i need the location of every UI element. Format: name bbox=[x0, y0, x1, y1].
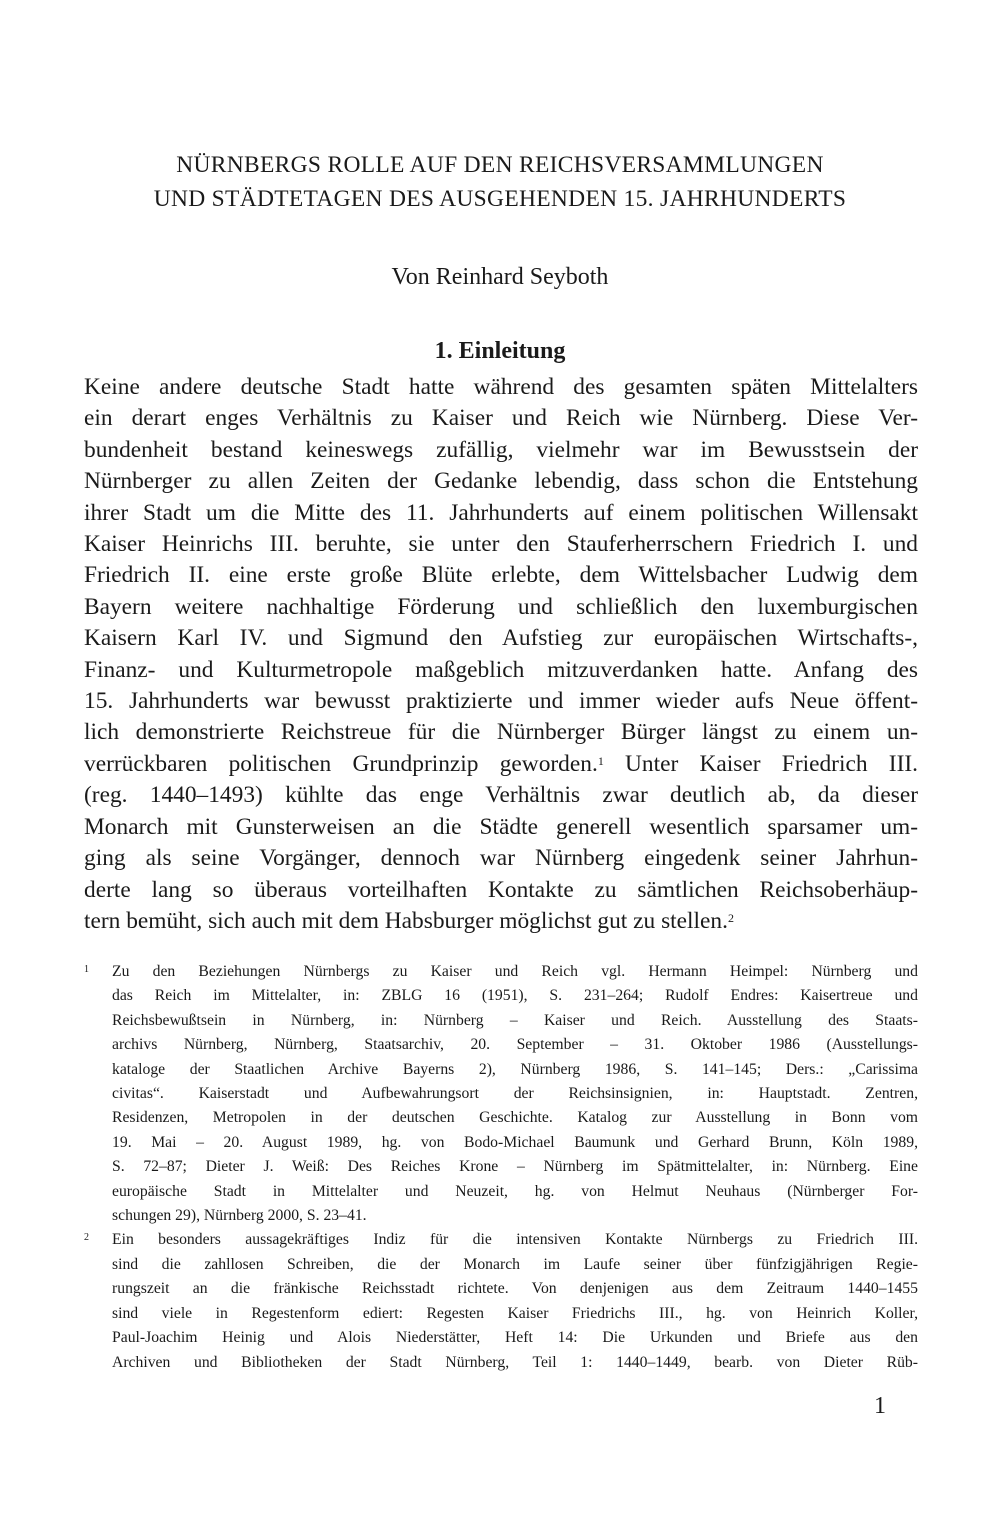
article-title bbox=[80, 148, 920, 216]
body-line: lich demonstrierte Reichstreue für die Nürnberger Bürger längst zu einem un- bbox=[84, 719, 918, 746]
body-line: bundenheit bestand keineswegs zufällig, vielmehr war im Bewusstsein der bbox=[84, 436, 918, 463]
body-line: Nürnberger zu allen Zeiten der Gedanke lebendig, dass schon die Entstehung bbox=[84, 468, 918, 495]
body-line-segment: verrückbaren politischen Grundprinzip geworden. bbox=[84, 750, 598, 777]
footnote-line: das Reich im Mittelalter, in: ZBLG 16 (1951), S. 231–264; Rudolf Endres: Kaisertreue und bbox=[112, 987, 918, 1005]
body-line: (reg. 1440–1493) kühlte das enge Verhältnis zwar deutlich ab, da dieser bbox=[84, 782, 918, 809]
body-line: Monarch mit Gunsterweisen an die Städte generell wesentlich sparsamer um- bbox=[84, 813, 918, 840]
footnote-ref-2[interactable]: 2 bbox=[727, 910, 734, 925]
footnote-mark: 1 bbox=[84, 964, 89, 975]
footnote-line: Paul-Joachim Heinig und Alois Niederstätter, Heft 14: Die Urkunden und Briefe aus den bbox=[112, 1329, 918, 1347]
footnote-line: Archiven und Bibliotheken der Stadt Nürnberg, Teil 1: 1440–1449, bearb. von Dieter Rüb- bbox=[112, 1353, 918, 1371]
footnote-line: Zu den Beziehungen Nürnbergs zu Kaiser und Reich vgl. Hermann Heimpel: Nürnberg und bbox=[112, 963, 918, 980]
footnote-line: Residenzen, Metropolen in der deutschen Geschichte. Katalog zur Ausstellung in Bonn vom bbox=[112, 1109, 918, 1127]
body-line: ihrer Stadt um die Mitte des 11. Jahrhunderts auf einem politischen Willensakt bbox=[84, 499, 918, 526]
body-line: derte lang so überaus vorteilhaften Kontakte zu sämtlichen Reichsoberhäup- bbox=[84, 876, 918, 903]
footnote-ref-1[interactable]: 1 bbox=[597, 753, 604, 768]
body-line-with-note-ref bbox=[84, 749, 918, 780]
footnote-2 bbox=[84, 1228, 918, 1374]
article-title-line-1: NÜRNBERGS ROLLE AUF DEN REICHSVERSAMMLUNGEN bbox=[176, 152, 824, 178]
article-title-line-2: UND STÄDTETAGEN DES AUSGEHENDEN 15. JAHRHUNDERTS bbox=[153, 186, 847, 212]
footnote-1 bbox=[84, 960, 918, 1228]
footnote-line: archivs Nürnberg, Nürnberg, Staatsarchiv, 20. September – 31. Oktober 1986 (Ausstellungs- bbox=[112, 1036, 918, 1054]
footnote-line: Ein besonders aussagekräftiges Indiz für die intensiven Kontakte Nürnbergs zu Friedrich III. bbox=[112, 1231, 918, 1249]
footnote-line: civitas“. Kaiserstadt und Aufbewahrungsort der Reichsinsignien, in: Hauptstadt. Zentren, bbox=[112, 1085, 918, 1103]
body-line: Bayern weitere nachhaltige Förderung und schließlich den luxemburgischen bbox=[84, 593, 918, 620]
footnote-line: europäische Stadt in Mittelalter und Neuzeit, hg. von Helmut Neuhaus (Nürnberger For- bbox=[112, 1182, 918, 1200]
footnote-line: kataloge der Staatlichen Archive Bayerns 2), Nürnberg 1986, S. 141–145; Ders.: „Carissima bbox=[112, 1060, 918, 1078]
footnote-line: sind viele in Regestenform ediert: Regesten Kaiser Friedrichs III., hg. von Heinrich Koller, bbox=[112, 1304, 918, 1322]
footnote-mark: 2 bbox=[84, 1232, 89, 1244]
body-line-with-note-ref bbox=[84, 906, 918, 937]
section-heading: 1. Einleitung bbox=[434, 338, 566, 364]
author-byline: Von Reinhard Seyboth bbox=[391, 264, 609, 290]
footnote-line: schungen 29), Nürnberg 2000, S. 23–41. bbox=[112, 1207, 367, 1225]
body-line: Kaisern Karl IV. und Sigmund den Aufstieg zur europäischen Wirtschafts-, bbox=[84, 625, 918, 652]
body-line: ein derart enges Verhältnis zu Kaiser und Reich wie Nürnberg. Diese Ver- bbox=[84, 405, 918, 432]
footnote-line: Reichsbewußtsein in Nürnberg, in: Nürnberg – Kaiser und Reich. Ausstellung des Staats- bbox=[112, 1011, 918, 1029]
footnote-line: rungszeit an die fränkische Reichsstadt richtete. Von denjenigen aus dem Zeitraum 1440–1455 bbox=[112, 1280, 918, 1298]
footnote-line: 19. Mai – 20. August 1989, hg. von Bodo-Michael Baumunk und Gerhard Brunn, Köln 1989, bbox=[112, 1133, 918, 1151]
body-line-segment: tern bemüht, sich auch mit dem Habsburger möglichst gut zu stellen. bbox=[84, 907, 728, 934]
footnote-line: S. 72–87; Dieter J. Weiß: Des Reiches Krone – Nürnberg im Spätmittelalter, in: Nürnberg. Eine bbox=[112, 1158, 918, 1176]
body-line: 15. Jahrhunderts war bewusst praktizierte und immer wieder aufs Neue öffent- bbox=[84, 688, 918, 715]
body-line: Friedrich II. eine erste große Blüte erlebte, dem Wittelsbacher Ludwig dem bbox=[84, 562, 918, 589]
body-line: Kaiser Heinrichs III. beruhte, sie unter den Stauferherrschern Friedrich I. und bbox=[84, 531, 918, 558]
body-line: Keine andere deutsche Stadt hatte während des gesamten späten Mittelalters bbox=[84, 374, 918, 400]
footnote-line: sind die zahllosen Schreiben, die der Monarch im Laufe seiner über fünfzigjährigen Regie- bbox=[112, 1255, 918, 1273]
body-line: ging als seine Vorgänger, dennoch war Nürnberg eingedenk seiner Jahrhun- bbox=[84, 845, 918, 872]
body-line: Finanz- und Kulturmetropole maßgeblich mitzuverdanken hatte. Anfang des bbox=[84, 656, 918, 683]
body-line-segment: Unter Kaiser Friedrich III. bbox=[603, 750, 918, 777]
body-paragraph bbox=[84, 372, 918, 937]
page-number: 1 bbox=[874, 1393, 886, 1419]
footnotes bbox=[84, 960, 918, 1375]
